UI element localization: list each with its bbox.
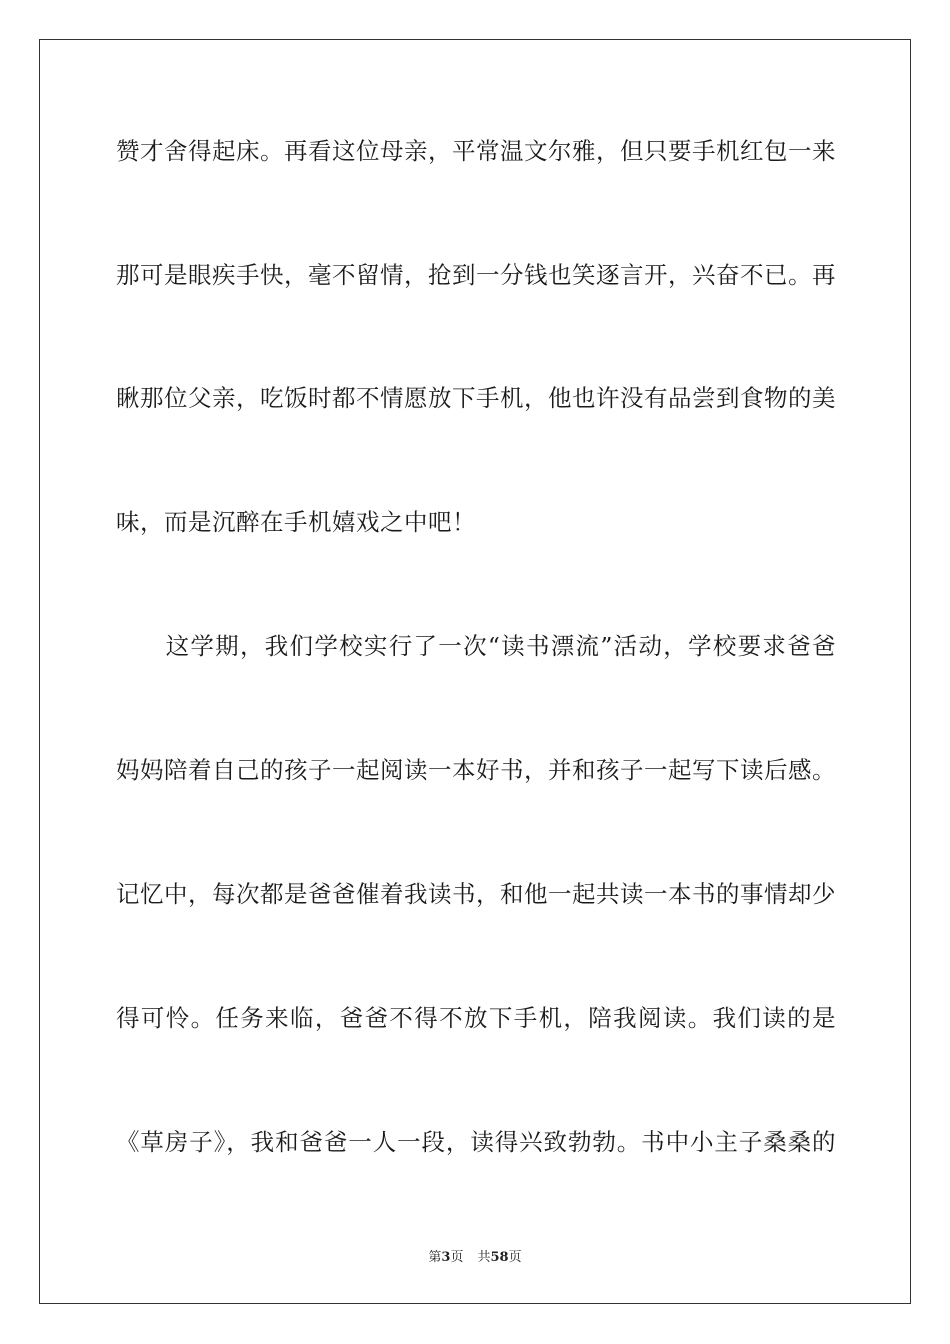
- text-line: 记忆中，每次都是爸爸催着我读书，和他一起共读一本书的事情却少: [116, 880, 836, 908]
- page-suffix: 页: [450, 1250, 464, 1265]
- text-line: 得可怜。任务来临，爸爸不得不放下手机，陪我阅读。我们读的是: [116, 1004, 836, 1032]
- text-line: 《草房子》，我和爸爸一人一段，读得兴致勃勃。书中小主子桑桑的: [116, 1128, 836, 1156]
- page-border: [39, 39, 911, 1304]
- page-footer: [0, 1246, 950, 1265]
- text-line: 这学期，我们学校实行了一次“读书漂流”活动，学校要求爸爸: [116, 632, 836, 660]
- text-line: 妈妈陪着自己的孩子一起阅读一本好书，并和孩子一起写下读后感。: [116, 756, 836, 784]
- page-number: 3: [441, 1250, 451, 1265]
- total-pages: 58: [490, 1250, 509, 1265]
- total-suffix: 页: [508, 1250, 522, 1265]
- text-line: 瞅那位父亲，吃饭时都不情愿放下手机，他也许没有品尝到食物的美: [116, 384, 836, 412]
- text-line: 那可是眼疾手快，毫不留情，抢到一分钱也笑逐言开，兴奋不已。再: [116, 261, 836, 289]
- page-prefix: 第: [428, 1250, 442, 1265]
- total-prefix: 共: [477, 1250, 491, 1265]
- text-line: 味，而是沉醉在手机嬉戏之中吧！: [116, 508, 476, 536]
- text-line: 赞才舍得起床。再看这位母亲，平常温文尔雅，但只要手机红包一来: [116, 137, 836, 165]
